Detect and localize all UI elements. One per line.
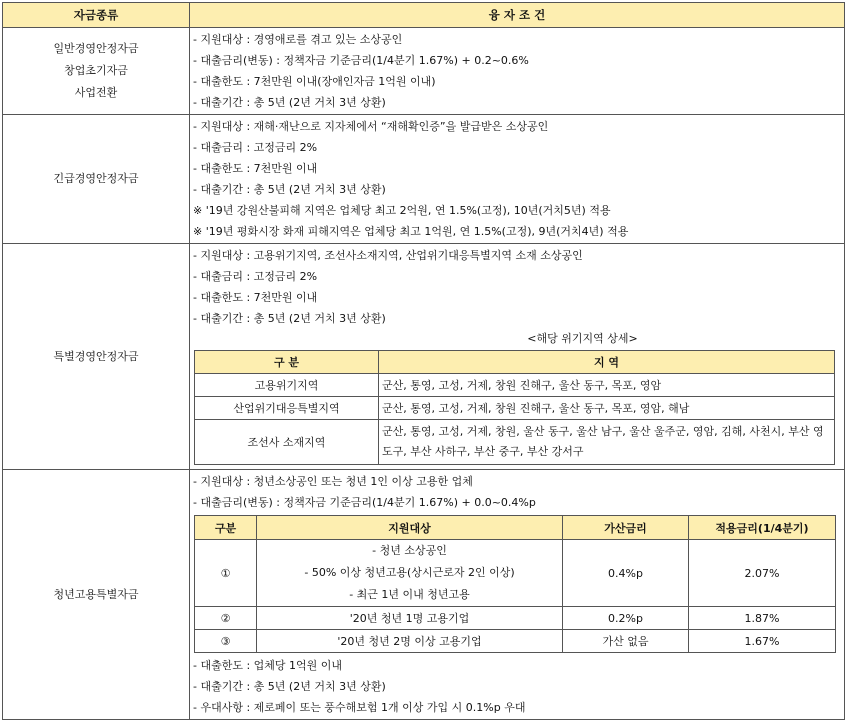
condition-line: - 대출금리(변동) : 정책자금 기준금리(1/4분기 1.67%) + 0.2~0.6%	[193, 54, 529, 67]
region-table-header: 지 역	[379, 351, 835, 374]
condition-line: - 대출기간 : 총 5년 (2년 거치 3년 상환)	[193, 312, 386, 325]
table-row	[3, 115, 845, 244]
table-row	[195, 374, 835, 397]
region-type: 조선사 소재지역	[195, 420, 379, 465]
condition-line: - 대출기간 : 총 5년 (2년 거치 3년 상환)	[193, 96, 386, 109]
table-row	[195, 397, 835, 420]
region-list: 군산, 통영, 고성, 거제, 창원 진해구, 울산 동구, 목포, 영암, 해남	[379, 397, 835, 420]
support-target-line: - 최근 1년 이내 청년고용	[349, 588, 470, 601]
row-number: ③	[195, 630, 257, 653]
rate-table-header: 구분	[195, 516, 257, 540]
condition-line: - 대출기간 : 총 5년 (2년 거치 3년 상환)	[193, 680, 386, 693]
note-line: ※ '19년 강원산불피해 지역은 업체당 최고 2억원, 연 1.5%(고정), 10년(거치5년) 적용	[193, 204, 611, 217]
condition-line: - 대출기간 : 총 5년 (2년 거치 3년 상환)	[193, 183, 386, 196]
table-row	[3, 28, 845, 115]
header-loan-conditions: 융 자 조 건	[190, 3, 845, 28]
condition-line: - 대출금리 : 고정금리 2%	[193, 141, 318, 154]
condition-line: - 대출한도 : 7천만원 이내	[193, 162, 318, 175]
support-target	[257, 540, 563, 607]
condition-line: - 대출한도 : 7천만원 이내(장애인자금 1억원 이내)	[193, 75, 436, 88]
support-target: '20년 청년 2명 이상 고용기업	[257, 630, 563, 653]
support-target-line: - 50% 이상 청년고용(상시근로자 2인 이상)	[304, 566, 515, 579]
fund-type-label: 창업초기자금	[64, 64, 128, 77]
fund-type-cell	[3, 115, 190, 244]
region-table-caption: <해당 위기지역 상세>	[527, 332, 638, 345]
table-row	[195, 607, 836, 630]
fund-type-label: 긴급경영안정자금	[53, 172, 139, 185]
rate-table-header: 가산금리	[563, 516, 689, 540]
fund-type-label: 일반경영안정자금	[53, 42, 139, 55]
fund-type-label: 사업전환	[74, 86, 118, 99]
fund-type-label: 특별경영안정자금	[53, 349, 139, 363]
region-table-header: 구 분	[195, 351, 379, 374]
youth-rate-table	[194, 515, 836, 653]
additional-rate: 0.4%p	[563, 540, 689, 607]
additional-rate: 가산 없음	[563, 630, 689, 653]
conditions-cell	[190, 115, 845, 244]
region-list: 군산, 통영, 고성, 거제, 창원 진해구, 울산 동구, 목포, 영암	[379, 374, 835, 397]
table-row	[195, 630, 836, 653]
loan-conditions-table	[2, 2, 845, 720]
condition-line: - 지원대상 : 경영애로를 겪고 있는 소상공인	[193, 33, 403, 46]
table-row	[3, 244, 845, 470]
conditions-cell	[190, 244, 845, 470]
applied-rate: 1.87%	[689, 607, 836, 630]
note-line: ※ '19년 평화시장 화재 피해지역은 업체당 최고 1억원, 연 1.5%(고정), 9년(거치4년) 적용	[193, 225, 629, 238]
fund-type-cell	[3, 470, 190, 720]
table-row	[195, 540, 836, 607]
fund-type-cell	[3, 244, 190, 470]
crisis-region-table	[194, 350, 835, 465]
support-target-line: - 청년 소상공인	[372, 544, 447, 557]
condition-line: - 대출금리(변동) : 정책자금 기준금리(1/4분기 1.67%) + 0.0~0.4%p	[193, 496, 536, 509]
fund-type-label: 청년고용특별자금	[53, 587, 139, 601]
conditions-cell	[190, 28, 845, 115]
row-number: ①	[195, 540, 257, 607]
condition-line: - 우대사항 : 제로페이 또는 풍수해보험 1개 이상 가입 시 0.1%p 우대	[193, 701, 526, 714]
header-fund-type: 자금종류	[3, 3, 190, 28]
region-type: 산업위기대응특별지역	[195, 397, 379, 420]
table-row	[195, 420, 835, 465]
applied-rate: 2.07%	[689, 540, 836, 607]
conditions-cell	[190, 470, 845, 720]
table-row	[3, 470, 845, 720]
condition-line: - 지원대상 : 고용위기지역, 조선사소재지역, 산업위기대응특별지역 소재 소상공인	[193, 249, 583, 262]
applied-rate: 1.67%	[689, 630, 836, 653]
fund-type-cell	[3, 28, 190, 115]
region-list: 군산, 통영, 고성, 거제, 창원, 울산 동구, 울산 남구, 울산 울주군, 영암, 김해, 사천시, 부산 영도구, 부산 사하구, 부산 중구, 부산 강서구	[379, 420, 835, 465]
region-type: 고용위기지역	[195, 374, 379, 397]
row-number: ②	[195, 607, 257, 630]
support-target: '20년 청년 1명 고용기업	[257, 607, 563, 630]
condition-line: - 대출한도 : 7천만원 이내	[193, 291, 318, 304]
additional-rate: 0.2%p	[563, 607, 689, 630]
condition-line: - 지원대상 : 청년소상공인 또는 청년 1인 이상 고용한 업체	[193, 475, 473, 488]
rate-table-header: 적용금리(1/4분기)	[689, 516, 836, 540]
condition-line: - 대출한도 : 업체당 1억원 이내	[193, 659, 343, 672]
rate-table-header: 지원대상	[257, 516, 563, 540]
condition-line: - 대출금리 : 고정금리 2%	[193, 270, 318, 283]
condition-line: - 지원대상 : 재해·재난으로 지자체에서 “재해확인증”을 발급받은 소상공인	[193, 120, 549, 133]
